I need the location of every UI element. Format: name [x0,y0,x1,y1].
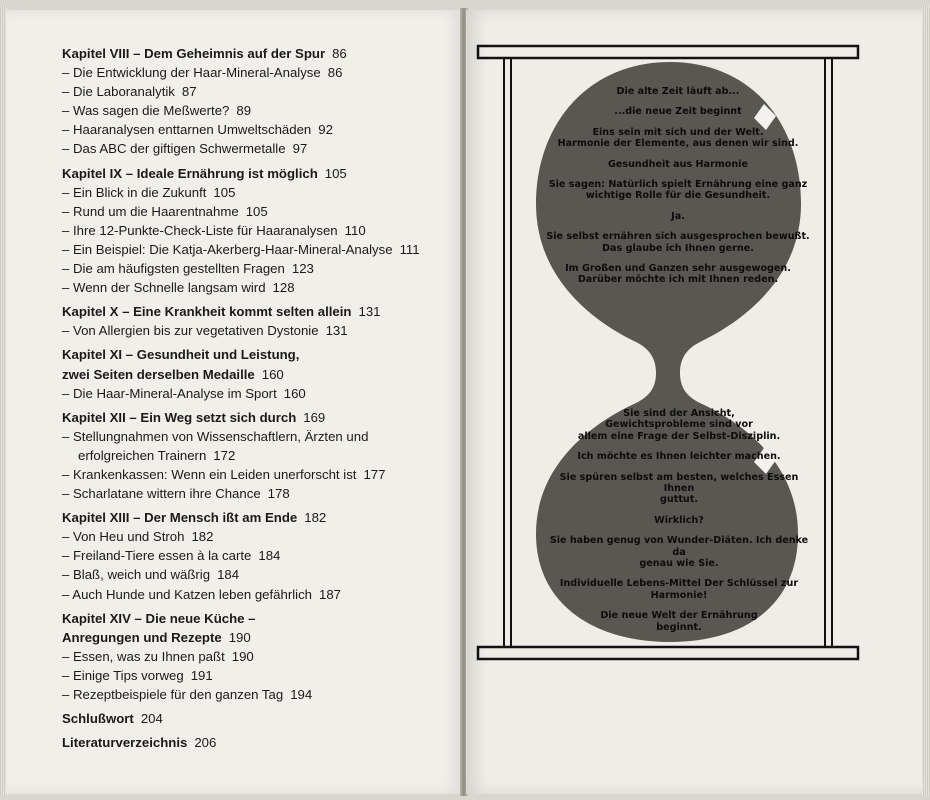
toc-subentry [62,384,442,403]
toc-entry-title: – Haaranalysen enttarnen Umweltschäden [62,122,312,138]
hourglass-bottom-text [548,408,810,642]
toc-entry-title: Kapitel XIII – Der Mensch ißt am Ende [62,510,298,526]
hourglass-text-line: Sie sagen: Natürlich spielt Ernährung eine ganz wichtige Rolle für die Gesundheit. [548,179,808,202]
toc-page-number: 87 [181,84,197,100]
toc-page-number: 131 [325,323,348,339]
toc-subentry [62,183,442,202]
hourglass-text-line: Wirklich? [654,514,704,526]
toc-subentry [62,101,442,120]
toc-entry-title: – Ein Beispiel: Die Katja-Akerberg-Haar-Mineral-Analyse [62,241,393,257]
toc-entry-title: – Rund um die Haarentnahme [62,203,239,219]
toc-subentry [62,221,442,240]
toc-subentry [62,427,442,465]
toc-page-number: 110 [344,222,366,238]
toc-subentry [62,82,442,101]
toc-subentry [62,685,442,704]
toc-chapter [62,408,442,427]
toc-page-number: 182 [191,529,214,545]
toc-entry-title: Kapitel VIII – Dem Geheimnis auf der Spur [62,46,326,61]
toc-chapter [62,508,442,527]
toc-subentry [62,259,442,278]
toc-subentry [62,666,442,685]
hourglass-text-line: Ja. [671,210,685,222]
toc-entry-title: – Die Haar-Mineral-Analyse im Sport [62,385,277,401]
toc-page-number: 187 [319,586,342,602]
toc-entry-title: – Von Allergien bis zur vegetativen Dystonie [62,323,319,339]
toc-entry-title: – Was sagen die Meßwerte? [62,103,230,119]
toc-subentry [62,139,442,158]
toc-subentry [62,527,442,546]
toc-subentry [62,647,442,666]
toc-subentry [62,202,442,221]
toc-entry-title: – Die Entwicklung der Haar-Mineral-Analyse [62,65,321,81]
toc-entry-title: – Blaß, weich und wäßrig [62,567,211,583]
toc-page-number: 89 [236,103,252,119]
toc-entry-title: – Ihre 12-Punkte-Check-Liste für Haaranalysen [62,222,338,238]
toc-entry-title: – Stellungnahmen von Wissenschaftlern, Ärzten und [62,428,369,444]
toc-page-number: 184 [258,548,281,564]
toc-subentry [62,240,442,259]
toc-page-number: 172 [213,447,236,463]
toc-entry-title: – Auch Hunde und Katzen leben gefährlich [62,586,313,602]
toc-entry-title: Kapitel XIV – Die neue Küche – [62,610,256,626]
toc-entry-title: – Die Laboranalytik [62,84,175,100]
toc-entry-continuation: zwei Seiten derselben Medaille 160 [62,366,284,382]
hourglass-top-text [543,86,813,295]
toc-subentry [62,120,442,139]
hourglass-text-line: Die neue Welt der Ernährung beginnt. [600,610,758,633]
toc-page-number: 178 [267,486,290,502]
toc-page-number: 123 [291,261,314,277]
toc-entry-title: – Das ABC der giftigen Schwermetalle [62,141,286,157]
toc-chapter [62,609,442,647]
toc-page-number: 206 [194,735,217,751]
table-of-contents [62,44,442,752]
toc-entry-title: – Wenn der Schnelle langsam wird [62,280,266,296]
toc-page-number: 105 [213,184,236,200]
toc-entry-title: Kapitel XII – Ein Weg setzt sich durch [62,409,297,425]
hourglass-text-line: Gesundheit aus Harmonie [608,158,748,170]
hourglass-text-line: ...die neue Zeit beginnt [614,106,742,118]
toc-entry-title: Kapitel XI – Gesundheit und Leistung, [62,347,300,363]
toc-entry-continuation: Anregungen und Rezepte 190 [62,629,251,645]
toc-entry-title: Literaturverzeichnis [62,735,188,751]
hourglass-text-line: Sie sind der Ansicht, Gewichtsprobleme sind vor allem eine Frage der Selbst-Disziplin. [577,408,781,442]
toc-subentry [62,585,442,604]
toc-page-number: 86 [327,65,343,81]
toc-entry-title: Schlußwort [62,711,134,727]
toc-page-number: 97 [292,141,308,157]
toc-page-number: 190 [231,648,254,664]
toc-chapter [62,733,442,752]
toc-page-number: 160 [283,385,306,401]
hourglass-top-bar [478,46,858,58]
hourglass-text-line: Die alte Zeit läuft ab... [616,86,740,97]
toc-subentry [62,278,442,297]
toc-page-number: 128 [272,280,295,296]
toc-entry-title: – Scharlatane wittern ihre Chance [62,486,261,502]
toc-subentry [62,546,442,565]
toc-entry-title: – Krankenkassen: Wenn ein Leiden unerforscht ist [62,466,357,482]
toc-subentry [62,484,442,503]
hourglass-bottom-bar [478,647,858,659]
toc-page-number: 184 [217,567,240,583]
toc-page-number: 105 [245,203,268,219]
toc-chapter [62,709,442,728]
hourglass-text-line: Eins sein mit sich und der Welt. Harmonie der Elemente, aus denen wir sind. [557,126,799,150]
toc-page-number: 169 [303,409,326,425]
hourglass-text-line: Sie spüren selbst am besten, welches Essen Ihnen guttut. [559,471,799,506]
toc-subentry [62,321,442,340]
hourglass-text-line: Sie haben genug von Wunder-Diäten. Ich denke da genau wie Sie. [549,535,809,570]
toc-chapter [62,44,442,63]
toc-entry-title: – Die am häufigsten gestellten Fragen [62,261,285,277]
toc-page-number: 111 [399,241,420,257]
toc-page-number: 194 [290,687,313,702]
toc-page-number: 204 [140,711,163,727]
toc-page-number: 131 [358,304,381,320]
toc-page-number: 182 [304,510,327,526]
toc-subentry [62,565,442,584]
hourglass-text-line: Individuelle Lebens-Mittel Der Schlüssel zur Harmonie! [559,578,799,601]
toc-subentry [62,465,442,484]
toc-entry-title: – Rezeptbeispiele für den ganzen Tag [62,687,284,702]
toc-page-number: 86 [332,46,347,61]
toc-entry-title: – Ein Blick in die Zukunft [62,184,207,200]
toc-page-number: 190 [228,629,251,645]
toc-entry-title: Kapitel X – Eine Krankheit kommt selten allein [62,304,352,320]
toc-entry-title: Kapitel IX – Ideale Ernährung ist möglich [62,165,318,181]
toc-entry-title: – Essen, was zu Ihnen paßt [62,648,225,664]
toc-subentry [62,63,442,82]
toc-entry-title: – Einige Tips vorweg [62,667,184,683]
toc-chapter [62,164,442,183]
toc-page-number: 105 [324,165,347,181]
toc-entry-title: – Von Heu und Stroh [62,529,185,545]
toc-page-number: 177 [363,466,386,482]
hourglass-text-line: Sie selbst ernähren sich ausgesprochen bewußt. Das glaube ich Ihnen gerne. [546,231,810,254]
toc-entry-title: – Freiland-Tiere essen à la carte [62,548,252,564]
toc-entry-continuation: erfolgreichen Trainern 172 [78,447,236,463]
toc-chapter [62,302,442,321]
toc-page-number: 160 [261,366,284,382]
hourglass-text-line: Im Großen und Ganzen sehr ausgewogen. Darüber möchte ich mit Ihnen reden. [565,263,791,286]
hourglass-text-line: Ich möchte es Ihnen leichter machen. [577,451,781,463]
toc-page-number: 92 [318,122,333,138]
page-edges-right [922,6,930,796]
toc-page-number: 191 [190,667,213,683]
toc-chapter [62,345,442,383]
